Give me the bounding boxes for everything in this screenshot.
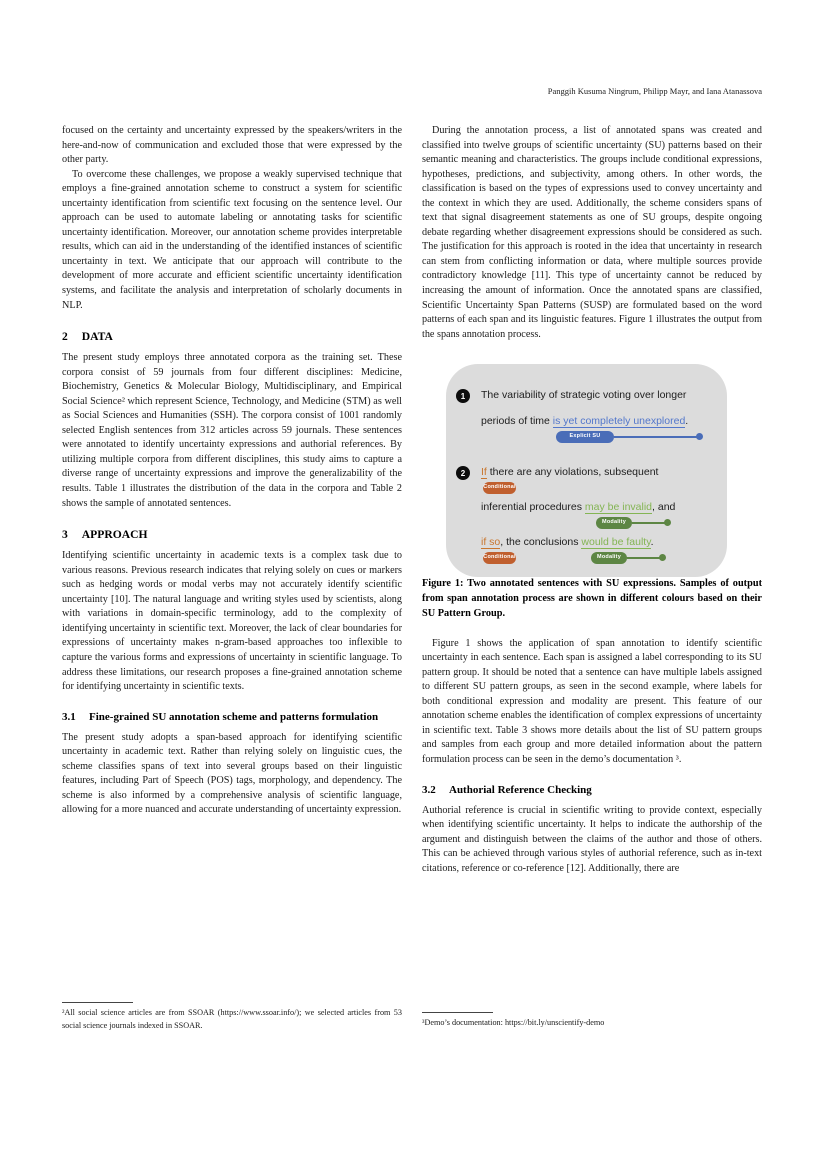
figure-1-annotation-diagram (446, 364, 727, 577)
modality-badge-row-1 (596, 516, 717, 529)
section-heading-data (62, 330, 402, 344)
conditional-modality-badge-row (483, 551, 717, 564)
conditional-badge-row-1 (483, 481, 717, 494)
subsection-heading-3-2 (422, 783, 762, 798)
sentence-2-line-3: if so, the conclusions would be faulty. (481, 536, 654, 549)
subsection-number: 3.2 (422, 783, 436, 796)
paragraph-certainty-continuation: focused on the certainty and uncertainty expressed by the speakers/writers in the here-and-now of communication and excluded those that were expressed by the other party. (62, 125, 402, 166)
sentence-1-line-1: The variability of strategic voting over longer (481, 389, 687, 402)
figure-sentence-1 (460, 389, 717, 443)
sentence-1-line-2: periods of time is yet completely unexplored. (481, 415, 689, 428)
modality-span-text-2: would be faulty (581, 536, 651, 549)
modality-badge-1: Modality (596, 517, 632, 529)
paragraph-span-based-approach: The present study adopts a span-based approach for identifying scientific uncertainty in academic text. Rather than relying solely on linguistic cues, the scheme classifies spans of text into several groups based on their linguistic features, including Part of Speech (POS) tags, morphology, and dependency. The scheme is also informed by a comprehensive analysis of scientific language, allowing for a more nuanced and accurate understanding of uncertainty expression. (62, 731, 402, 816)
explicit-su-span-text: is yet completely unexplored (552, 415, 686, 428)
figure-1-caption: Figure 1: Two annotated sentences with SU expressions. Samples of output from span annotation process are shown in different colours based on their SU Pattern Group. (422, 578, 762, 619)
subsection-heading-3-1 (62, 710, 402, 725)
sentence-2-line-2: inferential procedures may be invalid, and (481, 501, 676, 514)
explicit-su-badge-row (556, 430, 717, 443)
sentence-2-number-marker: 2 (456, 466, 470, 480)
footnote-2-ssoar: ²All social science articles are from SSOAR (https://www.ssoar.info/); we selected articles from 53 social science journals indexed in SSOAR. (62, 1002, 402, 1032)
paragraph-authorial-reference: Authorial reference is crucial in scientific writing to provide context, especially when identifying scientific uncertainty. It helps to indicate the authorship of the argument and distinguish between the claims of the author and those of others. This can be achieved through various styles of authorial reference, such as in-text citations, reference or co-reference [12]. Additionally, there are (422, 804, 762, 874)
explicit-su-connector-line (614, 436, 700, 438)
conditional-badge-2: Conditional (483, 552, 516, 564)
subsection-title: Fine-grained SU annotation scheme and patterns formulation (89, 710, 379, 723)
paragraph-corpora-description: The present study employs three annotated corpora as the training set. These corpora consist of 59 journals from four different disciplines: Medicine, Biochemistry, Genetics & Molecular Biology, Multidisciplinary, and Empirical Social Science² which represent Science, Technology, and Medicine (STM) as well as Social Sciences and Humanities (SSH). The corpora consist of 1001 randomly selected English sentences from 312 articles across 59 journals. These sentences were annotated to identify uncertainty expressions and authorial references. By utilizing multiple corpora from different disciplines, this study aims to capture a diverse range of uncertainty expressions and improve the generalizability of the results. Table 1 illustrates the distribution of the data in the corpora and Table 2 shows the sample of annotated sentences. (62, 352, 402, 509)
footnote-3-demo-documentation: ³Demo’s documentation: https://bit.ly/unscientify-demo (422, 1012, 762, 1029)
footnote-rule (62, 1002, 133, 1003)
explicit-su-badge: Explicit SU (556, 431, 614, 443)
modality-connector-line-1 (632, 522, 668, 524)
right-column (422, 124, 762, 876)
paragraph-overcome-challenges: To overcome these challenges, we propose a weakly supervised technique that employs a fine-grained annotation scheme to construct a system for scientific uncertainty identification from scientific text focusing on the sentence level. Our approach can be used to automate labeling or annotating tasks for scientific uncertainty identification. Moreover, our annotation scheme provides interpretable results, which can aid in the understanding of the identified instances of scientific uncertainty in text. We anticipate that our approach will contribute to the development of more accurate and efficient scientific uncertainty identification systems, and facilitate the analysis and interpretation of scholarly documents in NLP. (62, 168, 402, 311)
footnote-rule (422, 1012, 493, 1013)
conditional-span-text-2: if so (481, 536, 501, 549)
section-title: DATA (81, 330, 113, 344)
section-number: 2 (62, 330, 68, 344)
paragraph-annotation-process: During the annotation process, a list of annotated spans was created and classified into twelve groups of scientific uncertainty (SU) patterns based on their semantic meaning and characteristics. The groups include conditional expressions, hypotheses, predictions, and subjectivity, among others. In other words, the classification is based on the types of expressions used to convey uncertainty and the context in which they are used. Additionally, the scheme considers spans of text that signal disagreement statements as one of SU groups, despite ongoing debate regarding whether disagreement expressions should be considered as such. The justification for this approach is rooted in the idea that uncertainty in research can stem from conflicting information or data, where multiple sources provide contradictory knowledge [11]. This type of uncertainty cannot be reduced by increasing the amount of information. Once the annotated spans are classified, Scientific Uncertainty Span Patterns (SUSP) are formulated based on the word patterns of each span and its linguistic features. Figure 1 illustrates the output from the spans annotation process. (422, 125, 762, 340)
section-heading-approach (62, 528, 402, 542)
conditional-span-text-1: If (481, 466, 487, 479)
paragraph-figure-discussion: Figure 1 shows the application of span annotation to identify scientific uncertainty in each sentence. Each span is assigned a label corresponding to its SU pattern group. It should be noted that a sentence can have multiple labels assigned to different SU pattern groups, as seen in the second example, where labels for both conditional expression and modality are present. This feature of our annotation scheme enables the identification of complex expressions of uncertainty in scientific text. Table 3 shows more details about the list of SU pattern groups and samples from each group and more detailed information about the pattern formulation process can be seen in the demo’s documentation ³. (422, 637, 762, 765)
modality-connector-line-2 (627, 557, 663, 559)
section-title: APPROACH (81, 528, 148, 542)
modality-span-text-1: may be invalid (584, 501, 653, 514)
modality-badge-2: Modality (591, 552, 627, 564)
left-column (62, 124, 402, 818)
running-header-authors: Panggih Kusuma Ningrum, Philipp Mayr, and Iana Atanassova (547, 86, 762, 96)
subsection-number: 3.1 (62, 710, 76, 723)
paragraph-identifying-uncertainty: Identifying scientific uncertainty in academic texts is a complex task due to various reasons. Previous research indicates that relying solely on cues or markers such as hedging words or modal verbs may not accurately identify scientific uncertainty [10]. The natural language and writing styles used by scientists, along with variations in domain-specific terminology, add to the complexity of identifying uncertainty in scientific text. Moreover, the lack of clear boundaries for expressions of uncertainty makes n-gram-based approaches too inflexible to capture the various forms and expressions of uncertainty in scientific language. To address these limitations, our research proposes a fine-grained annotation scheme for identifying uncertainty in scientific texts. (62, 550, 402, 693)
subsection-title: Authorial Reference Checking (449, 783, 592, 796)
sentence-1-number-marker: 1 (456, 389, 470, 403)
conditional-badge-1: Conditional (483, 482, 516, 494)
sentence-2-line-1: If there are any violations, subsequent (481, 466, 659, 479)
figure-sentence-2 (460, 466, 717, 564)
section-number: 3 (62, 528, 68, 542)
